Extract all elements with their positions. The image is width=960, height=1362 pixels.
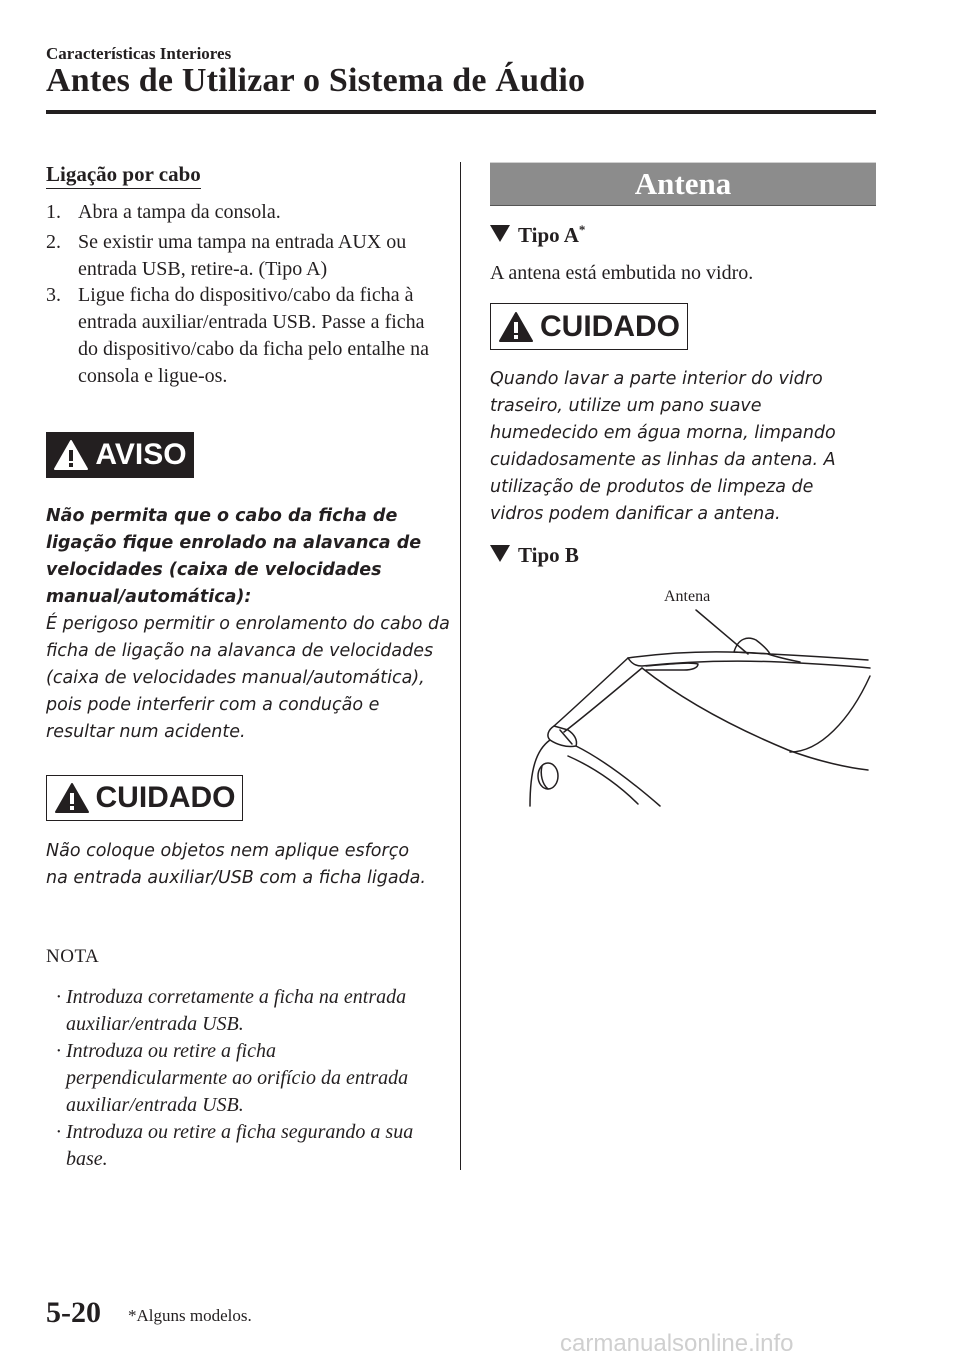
asterisk-mark: * [578, 222, 586, 237]
cuidado-label: CUIDADO [540, 309, 680, 343]
antenna-figure [520, 580, 876, 816]
warning-icon [53, 439, 89, 471]
nota-item-text: Introduza corretamente a ficha na entrada auxiliar/entrada USB. [66, 986, 407, 1035]
step-number: 3. [46, 284, 61, 306]
nota-heading: NOTA [46, 946, 100, 967]
step-text: Ligue ficha do dispositivo/cabo da ficha à entrada auxiliar/entrada USB. Passe a ficha do dispositivo/cabo da ficha pelo entalhe na consola e ligue-os. [78, 284, 430, 387]
section-label: Características Interiores [46, 44, 232, 63]
triangle-down-icon [490, 223, 510, 248]
tipo-a-text: A antena está embutida no vidro. [490, 262, 754, 284]
tipo-a-heading [490, 222, 585, 248]
cuidado-text-left: Não coloque objetos nem aplique esforço na entrada auxiliar/USB com a ficha ligada. [46, 841, 426, 888]
cuidado-text-right: Quando lavar a parte interior do vidro traseiro, utilize um pano suave humedecido em água morna, limpando cuidadosamente as linhas da antena. A utilização de produtos de limpeza de vidros podem danificar a antena. [490, 369, 836, 524]
tipo-b-label: Tipo B [518, 543, 579, 567]
subheading-ligacao: Ligação por cabo [46, 162, 201, 189]
bullet-dot: · [56, 1121, 61, 1143]
nota-item-2 [56, 1038, 436, 1119]
step-text: Se existir uma tampa na entrada AUX ou entrada USB, retire-a. (Tipo A) [78, 231, 407, 280]
aviso-label: AVISO [95, 438, 187, 471]
step-1 [46, 199, 446, 226]
cuidado-badge-right [490, 303, 688, 350]
aviso-bold-text: Não permita que o cabo da ficha de ligação fique enrolado na alavanca de velocidades (caixa de velocidades manual/automática): [46, 506, 422, 607]
nota-item-text: Introduza ou retire a ficha perpendicularmente ao orifício da entrada auxiliar/entrada USB. [66, 1040, 409, 1116]
nota-item-text: Introduza ou retire a ficha segurando a sua base. [66, 1121, 414, 1170]
aviso-text: É perigoso permitir o enrolamento do cabo da ficha de ligação na alavanca de velocidades (caixa de velocidades manual/automática), pois pode interferir com a condução e resultar num acidente. [46, 614, 450, 742]
cuidado-badge-left [46, 775, 243, 821]
aviso-badge [46, 432, 194, 478]
figure-callout-antena: Antena [664, 588, 711, 605]
page-number: 5-20 [46, 1296, 101, 1329]
nota-item-3 [56, 1119, 436, 1173]
step-2 [46, 229, 446, 283]
column-divider [460, 162, 461, 1170]
step-number: 1. [46, 201, 61, 223]
bullet-dot: · [56, 1040, 61, 1062]
footer-note: *Alguns modelos. [128, 1306, 252, 1325]
section-title-antena: Antena [490, 162, 876, 206]
triangle-down-icon [490, 543, 510, 568]
aviso-body [46, 503, 451, 746]
tipo-b-heading [490, 543, 579, 568]
page-title: Antes de Utilizar o Sistema de Áudio [46, 62, 586, 99]
warning-icon [498, 311, 534, 343]
cuidado-label: CUIDADO [95, 781, 236, 814]
nota-item-1 [56, 984, 436, 1038]
car-rear-illustration [520, 580, 876, 816]
bullet-dot: · [56, 986, 61, 1008]
step-text: Abra a tampa da consola. [78, 201, 281, 223]
tipo-a-label: Tipo A [518, 223, 579, 247]
watermark: carmanualsonline.info [560, 1330, 794, 1357]
title-rule [46, 110, 876, 114]
step-3 [46, 282, 446, 390]
step-number: 2. [46, 231, 61, 253]
warning-icon [54, 782, 90, 814]
